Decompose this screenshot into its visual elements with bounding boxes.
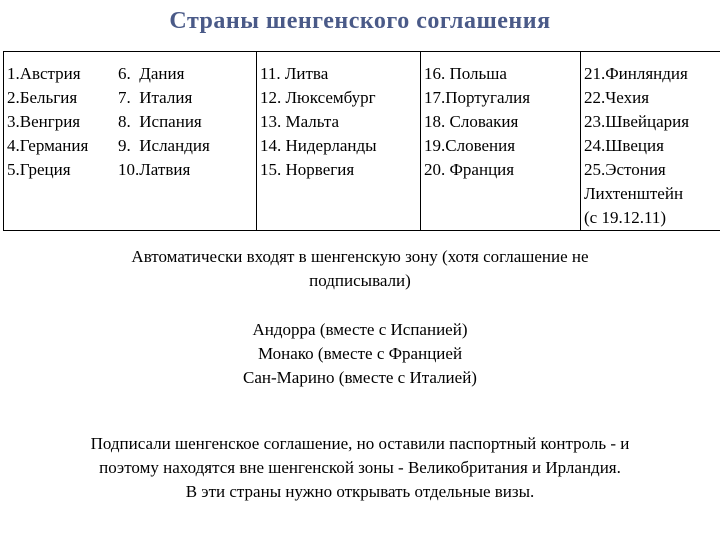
list-item: 16. Польша [424, 64, 507, 83]
list-item: (с 19.12.11) [584, 208, 666, 227]
list-item: 1.Австрия [7, 64, 81, 83]
list-item: 13. Мальта [260, 112, 340, 131]
list-item: 21.Финляндия [584, 64, 688, 83]
list-item: Сан-Марино (вместе с Италией) [243, 368, 477, 387]
list-item: 5.Греция [7, 160, 71, 179]
column-4 [421, 52, 581, 231]
page-title: Страны шенгенского соглашения [169, 8, 551, 34]
list-item: 17.Португалия [424, 88, 531, 107]
list-item: 24.Швеция [584, 136, 664, 155]
uk-ireland-note [0, 432, 720, 504]
note-line: Подписали шенгенское соглашение, но оставили паспортный контроль - и [90, 434, 630, 453]
list-item: 9. Исландия [118, 136, 210, 155]
list-item: 6. Дания [118, 64, 185, 83]
table-row [4, 52, 720, 231]
list-item: 20. Франция [424, 160, 515, 179]
list-item: 18. Словакия [424, 112, 519, 131]
list-item: 11. Литва [260, 64, 329, 83]
note-line: В эти страны нужно открывать отдельные визы. [185, 482, 535, 501]
countries-table [3, 51, 720, 231]
column-1 [4, 52, 116, 231]
list-item: 12. Люксембург [260, 88, 376, 107]
list-item: 23.Швейцария [584, 112, 690, 131]
list-item: 2.Бельгия [7, 88, 78, 107]
column-2 [115, 52, 257, 231]
list-item: Лихтенштейн [584, 184, 684, 203]
list-item: 7. Италия [118, 88, 193, 107]
list-item: 10.Латвия [118, 160, 191, 179]
microstates-list [0, 318, 720, 390]
list-item: Андорра (вместе с Испанией) [252, 320, 468, 339]
auto-members-heading: Автоматически входят в шенгенскую зону (хотя соглашение не подписывали) [131, 247, 589, 290]
list-item: Монако (вместе с Францией [257, 344, 463, 363]
list-item: 14. Нидерланды [260, 136, 377, 155]
list-item: 19.Словения [424, 136, 516, 155]
note-line: поэтому находятся вне шенгенской зоны - Великобритания и Ирландия. [99, 458, 621, 477]
list-item: 4.Германия [7, 136, 89, 155]
list-item: 22.Чехия [584, 88, 650, 107]
list-item: 25.Эстония [584, 160, 666, 179]
list-item: 3.Венгрия [7, 112, 81, 131]
list-item: 8. Испания [118, 112, 202, 131]
column-5 [581, 52, 720, 231]
list-item: 15. Норвегия [260, 160, 355, 179]
column-3 [257, 52, 421, 231]
